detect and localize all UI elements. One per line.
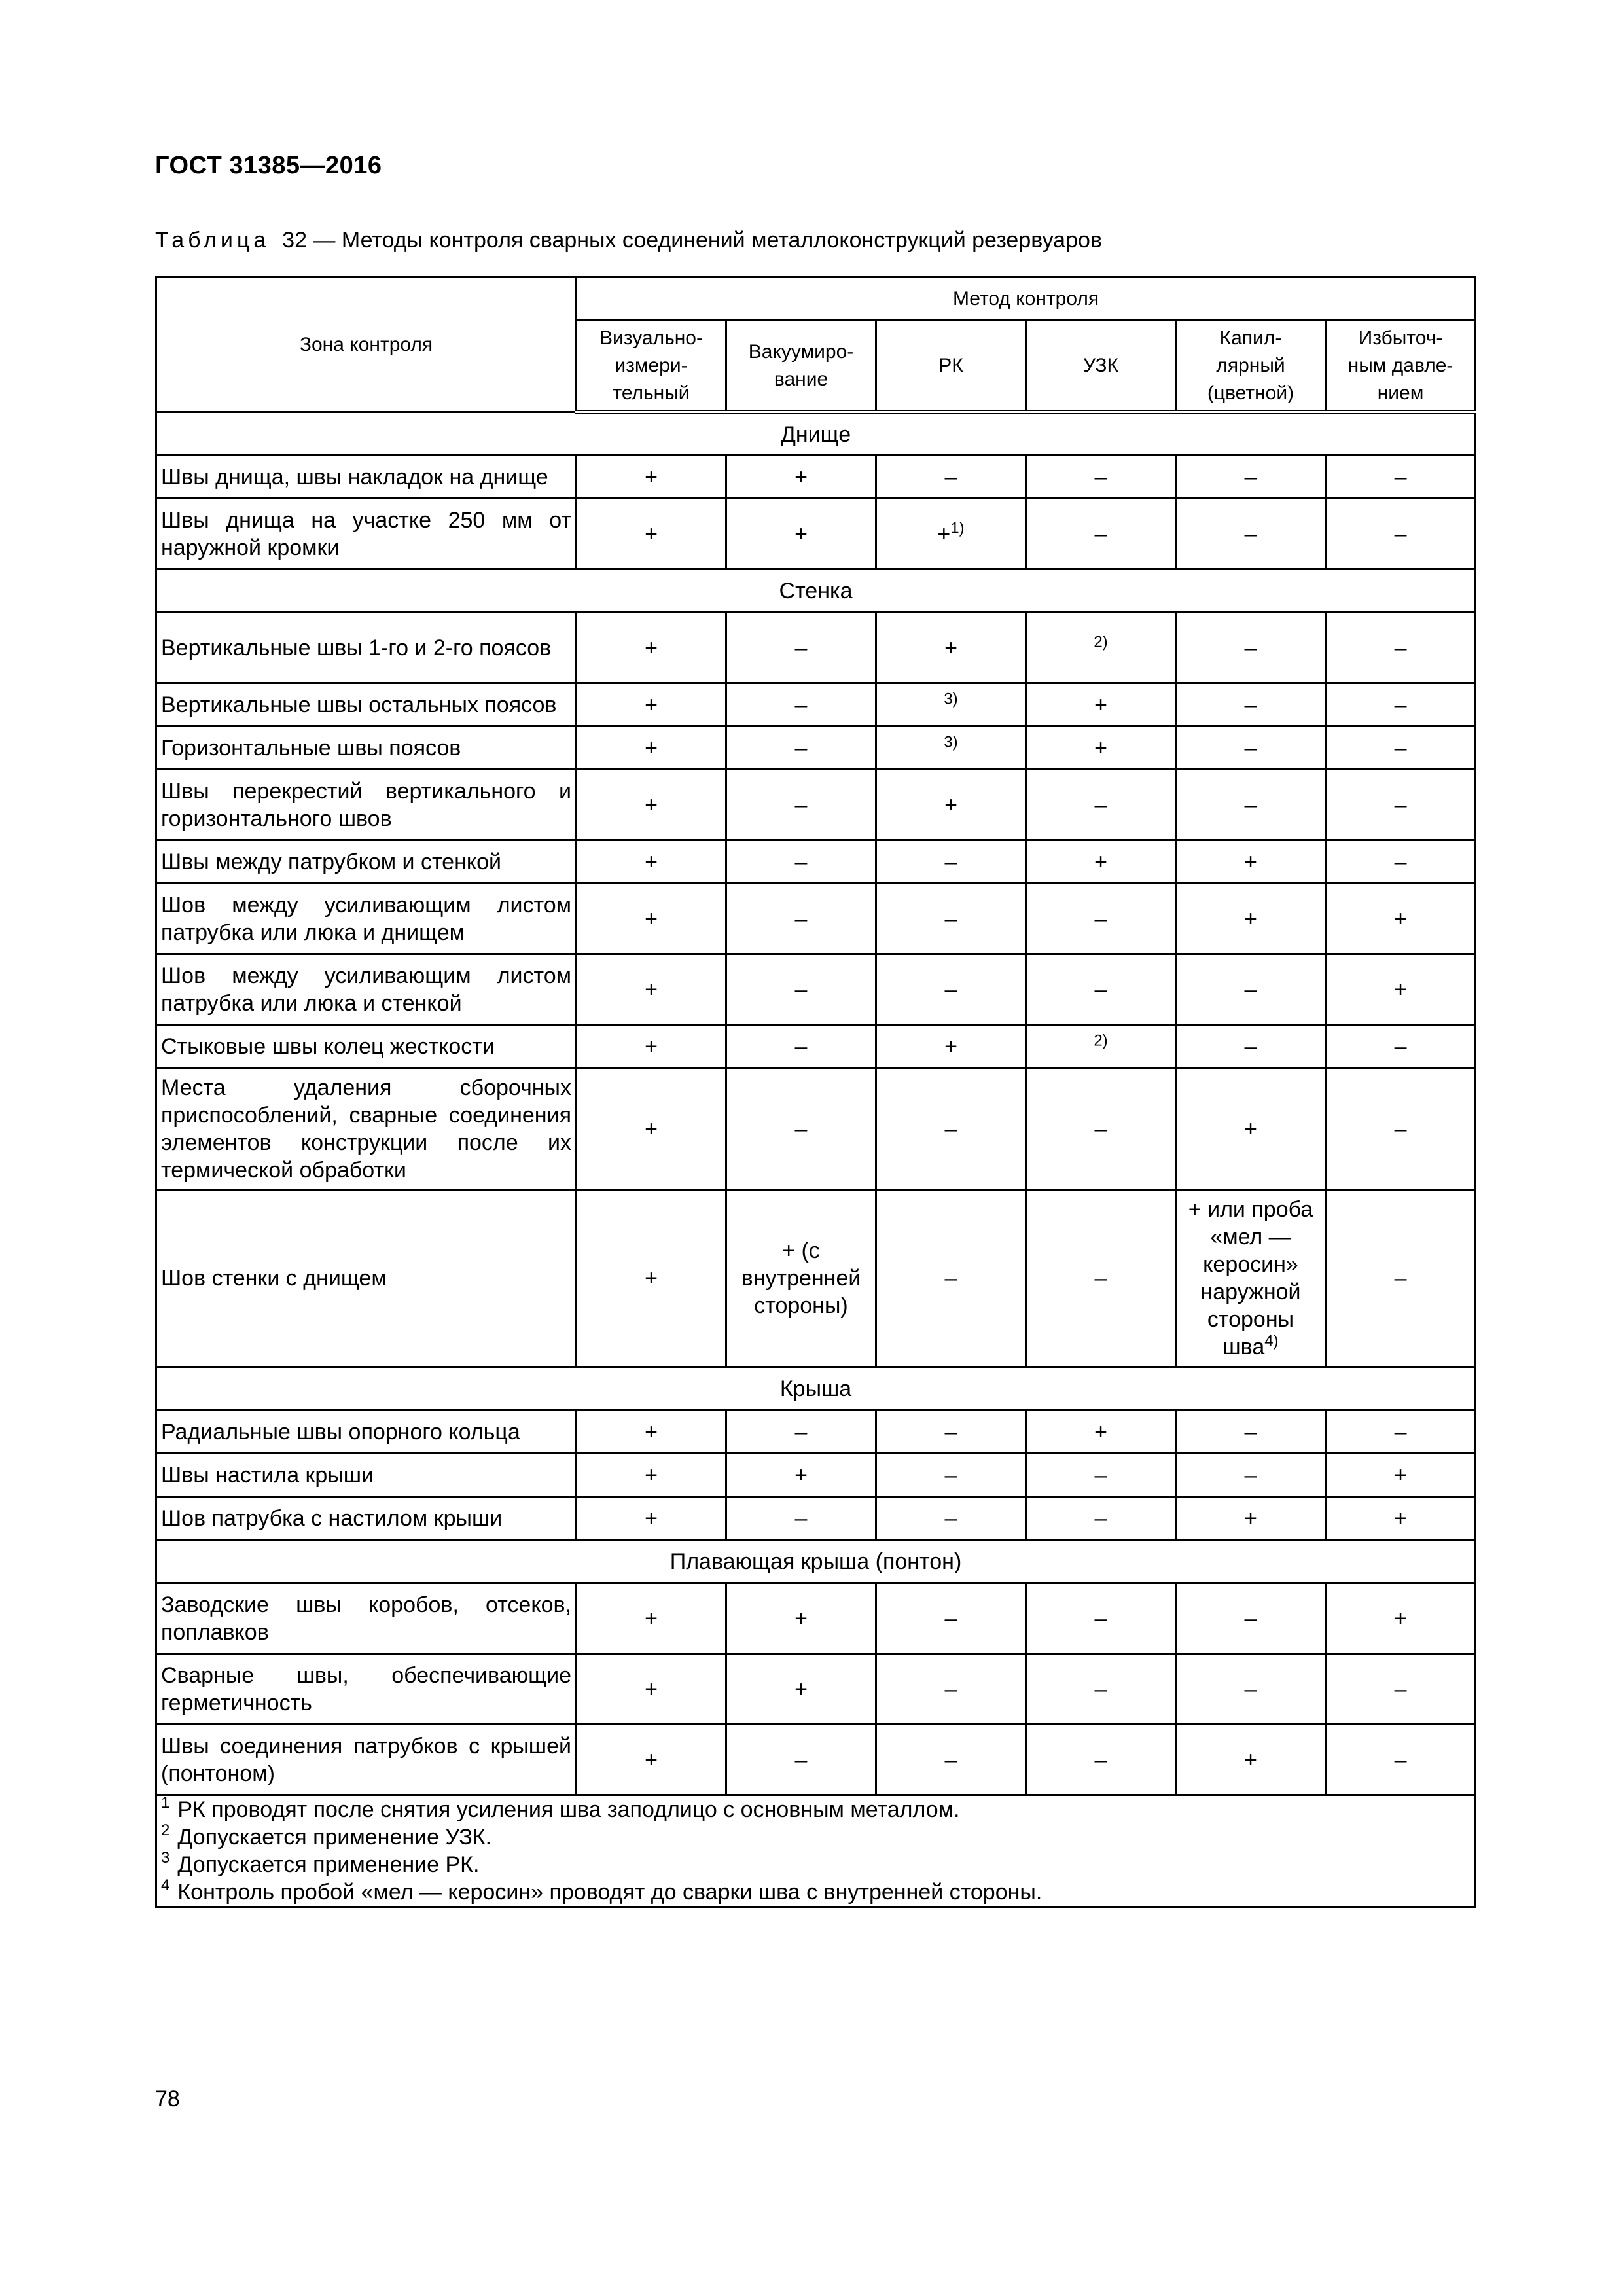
mark-cell: – (1326, 1025, 1476, 1068)
mark-cell: + (1026, 840, 1176, 884)
mark-cell: – (1176, 1025, 1326, 1068)
mark-cell: + (577, 1583, 726, 1654)
mark-cell: – (1176, 1583, 1326, 1654)
mark-cell: + (726, 456, 876, 499)
mark-cell: + (577, 1068, 726, 1190)
table-row (156, 1583, 1476, 1654)
mark-cell: + (1176, 840, 1326, 884)
mark-cell: – (726, 1497, 876, 1540)
mark-cell: – (726, 683, 876, 726)
control-methods-table (155, 276, 1476, 1908)
mark-cell: + (577, 954, 726, 1025)
mark-cell: – (1176, 954, 1326, 1025)
footnote (161, 1848, 1471, 1878)
footnote-text: Допускается применение УЗК. (177, 1825, 492, 1850)
mark-cell: – (1026, 1497, 1176, 1540)
mark-cell: + (1176, 1725, 1326, 1795)
zone-cell: Швы днища на участке 250 мм от наружной кромки (156, 499, 577, 569)
table-caption (155, 228, 1102, 253)
mark-cell: – (1176, 770, 1326, 840)
mark-cell: 3) (876, 726, 1026, 770)
table-row (156, 770, 1476, 840)
mark-cell: – (1326, 1725, 1476, 1795)
footnote-text: РК проводят после снятия усиления шва заподлицо с основным металлом. (177, 1797, 960, 1822)
mark-cell: + (с внутренней стороны) (726, 1190, 876, 1367)
mark-cell: + (1326, 1497, 1476, 1540)
section-title: Днище (156, 412, 1476, 456)
mark-cell: + (876, 770, 1026, 840)
zone-cell: Швы между патрубком и стенкой (156, 840, 577, 884)
mark-cell: – (1326, 1190, 1476, 1367)
zone-cell: Радиальные швы опорного кольца (156, 1410, 577, 1454)
footnote-number: 4 (161, 1876, 170, 1894)
section-row (156, 569, 1476, 613)
mark-cell: + (577, 1190, 726, 1367)
footnote-text: Допускается применение РК. (177, 1852, 480, 1877)
mark-cell: – (1176, 613, 1326, 683)
zone-cell: Шов между усиливающим листом патрубка или люка и днищем (156, 884, 577, 954)
zone-cell: Вертикальные швы остальных поясов (156, 683, 577, 726)
column-header: РК (876, 321, 1026, 412)
zone-cell: Заводские швы коробов, отсеков, поплавков (156, 1583, 577, 1654)
section-row (156, 1540, 1476, 1583)
section-row (156, 1367, 1476, 1410)
mark-cell: – (876, 1410, 1026, 1454)
page-number: 78 (155, 2087, 180, 2111)
mark-cell: + (577, 613, 726, 683)
zone-cell: Швы настила крыши (156, 1454, 577, 1497)
mark-cell: + (726, 1654, 876, 1725)
mark-cell: – (726, 1725, 876, 1795)
mark-cell: + (577, 770, 726, 840)
mark-cell: – (1326, 499, 1476, 569)
zone-header: Зона контроля (156, 278, 577, 412)
column-header: Визуально- измери- тельный (577, 321, 726, 412)
mark-cell: + (577, 1497, 726, 1540)
mark-cell: – (726, 840, 876, 884)
footnote (161, 1793, 1471, 1823)
mark-cell: – (1176, 499, 1326, 569)
mark-cell: + (577, 499, 726, 569)
table-row (156, 1190, 1476, 1367)
mark-cell: + (1326, 1583, 1476, 1654)
mark-cell: – (1026, 1454, 1176, 1497)
table-row (156, 884, 1476, 954)
table-row (156, 840, 1476, 884)
mark-cell: – (1026, 1190, 1176, 1367)
mark-cell: – (876, 1725, 1026, 1795)
table-row (156, 1725, 1476, 1795)
zone-cell: Места удаления сборочных приспособлений, сварные соединения элементов конструкции после их термической обработки (156, 1068, 577, 1190)
table-row (156, 1025, 1476, 1068)
mark-cell: – (1026, 1654, 1176, 1725)
zone-cell: Швы днища, швы накладок на днище (156, 456, 577, 499)
mark-cell: 2) (1026, 1025, 1176, 1068)
column-header: Капил- лярный (цветной) (1176, 321, 1326, 412)
mark-cell: + (1176, 1497, 1326, 1540)
mark-cell: – (726, 954, 876, 1025)
table-row (156, 613, 1476, 683)
mark-cell: + (577, 1725, 726, 1795)
mark-cell: – (1176, 683, 1326, 726)
mark-cell: – (1176, 456, 1326, 499)
section-row (156, 412, 1476, 456)
mark-cell: – (1176, 1654, 1326, 1725)
mark-cell: – (876, 954, 1026, 1025)
table-row (156, 1454, 1476, 1497)
footnote-text: Контроль пробой «мел — керосин» проводят до сварки шва с внутренней стороны. (177, 1880, 1043, 1905)
mark-cell: + (1176, 1068, 1326, 1190)
table-caption-text: 32 — Методы контроля сварных соединений металлоконструкций резервуаров (282, 228, 1102, 253)
mark-cell: + (726, 1583, 876, 1654)
table-row (156, 1654, 1476, 1725)
notes-row (156, 1795, 1476, 1907)
mark-cell: – (1326, 456, 1476, 499)
mark-cell: 3) (876, 683, 1026, 726)
mark-cell: + (577, 726, 726, 770)
mark-cell: – (1176, 1454, 1326, 1497)
section-title: Крыша (156, 1367, 1476, 1410)
table-caption-label: Таблица (155, 228, 270, 253)
mark-cell: – (876, 1454, 1026, 1497)
table-row (156, 726, 1476, 770)
mark-cell: + (1026, 726, 1176, 770)
mark-cell: + (726, 499, 876, 569)
mark-cell: – (726, 1410, 876, 1454)
mark-cell: – (1326, 840, 1476, 884)
mark-cell: – (876, 1497, 1026, 1540)
zone-cell: Горизонтальные швы поясов (156, 726, 577, 770)
mark-cell: – (1026, 1068, 1176, 1190)
mark-cell: + (876, 613, 1026, 683)
mark-cell: – (876, 1654, 1026, 1725)
mark-cell: – (1026, 1583, 1176, 1654)
footnote-number: 2 (161, 1821, 170, 1839)
mark-cell: 2) (1026, 613, 1176, 683)
mark-cell: – (1326, 1410, 1476, 1454)
table-row (156, 683, 1476, 726)
mark-cell: + (577, 840, 726, 884)
zone-cell: Швы перекрестий вертикального и горизонтального швов (156, 770, 577, 840)
mark-cell: + (577, 1410, 726, 1454)
mark-cell: + или проба «мел — керосин» наружной стороны шва$^{4)}$ (1176, 1190, 1326, 1367)
footnotes (156, 1795, 1476, 1907)
zone-cell: Швы соединения патрубков с крышей (понтоном) (156, 1725, 577, 1795)
mark-cell: – (1326, 726, 1476, 770)
mark-cell: – (726, 726, 876, 770)
mark-cell: – (876, 456, 1026, 499)
mark-cell: – (1326, 1654, 1476, 1725)
zone-cell: Стыковые швы колец жесткости (156, 1025, 577, 1068)
footnote (161, 1878, 1471, 1906)
table-row (156, 1497, 1476, 1540)
footnote-number: 3 (161, 1848, 170, 1867)
mark-cell: + (1326, 1454, 1476, 1497)
table-row (156, 954, 1476, 1025)
mark-cell: – (1326, 770, 1476, 840)
mark-cell: – (726, 770, 876, 840)
method-header: Метод контроля (577, 278, 1476, 321)
mark-cell: + (1326, 884, 1476, 954)
table-row (156, 1410, 1476, 1454)
footnote (161, 1823, 1471, 1851)
mark-cell: + (577, 884, 726, 954)
mark-cell: – (726, 1025, 876, 1068)
mark-cell: – (876, 840, 1026, 884)
mark-cell: – (1026, 770, 1176, 840)
mark-cell: + (577, 1654, 726, 1725)
mark-cell: – (1176, 1410, 1326, 1454)
zone-cell: Вертикальные швы 1-го и 2-го поясов (156, 613, 577, 683)
mark-cell: – (876, 1583, 1026, 1654)
mark-cell: – (876, 1068, 1026, 1190)
zone-cell: Шов стенки с днищем (156, 1190, 577, 1367)
document-header: ГОСТ 31385—2016 (155, 152, 382, 179)
section-title: Плавающая крыша (понтон) (156, 1540, 1476, 1583)
table-row (156, 456, 1476, 499)
mark-cell: + (577, 1454, 726, 1497)
column-header: Избыточ- ным давле- нием (1326, 321, 1476, 412)
mark-cell: + (577, 683, 726, 726)
mark-cell: – (1026, 456, 1176, 499)
column-header: УЗК (1026, 321, 1176, 412)
table-row (156, 1068, 1476, 1190)
mark-cell: – (726, 1068, 876, 1190)
zone-cell: Шов патрубка с настилом крыши (156, 1497, 577, 1540)
mark-cell: – (1026, 499, 1176, 569)
mark-cell: – (1326, 613, 1476, 683)
mark-cell: – (876, 884, 1026, 954)
mark-cell: + (577, 1025, 726, 1068)
mark-cell: +$^{1)}$ (876, 499, 1026, 569)
mark-cell: – (1026, 884, 1176, 954)
mark-cell: + (577, 456, 726, 499)
mark-cell: + (876, 1025, 1026, 1068)
zone-cell: Шов между усиливающим листом патрубка или люка и стенкой (156, 954, 577, 1025)
mark-cell: – (1026, 954, 1176, 1025)
mark-cell: + (1026, 1410, 1176, 1454)
table-row (156, 499, 1476, 569)
table-body (156, 278, 1476, 1907)
mark-cell: – (1326, 683, 1476, 726)
mark-cell: – (1176, 726, 1326, 770)
mark-cell: + (1326, 954, 1476, 1025)
mark-cell: + (1176, 884, 1326, 954)
column-header: Вакуумиро- вание (726, 321, 876, 412)
zone-cell: Сварные швы, обеспечивающие герметичность (156, 1654, 577, 1725)
mark-cell: – (1326, 1068, 1476, 1190)
footnote-number: 1 (161, 1793, 170, 1812)
mark-cell: – (726, 613, 876, 683)
section-title: Стенка (156, 569, 1476, 613)
mark-cell: – (1026, 1725, 1176, 1795)
mark-cell: – (726, 884, 876, 954)
mark-cell: + (1026, 683, 1176, 726)
mark-cell: + (726, 1454, 876, 1497)
mark-cell: – (876, 1190, 1026, 1367)
